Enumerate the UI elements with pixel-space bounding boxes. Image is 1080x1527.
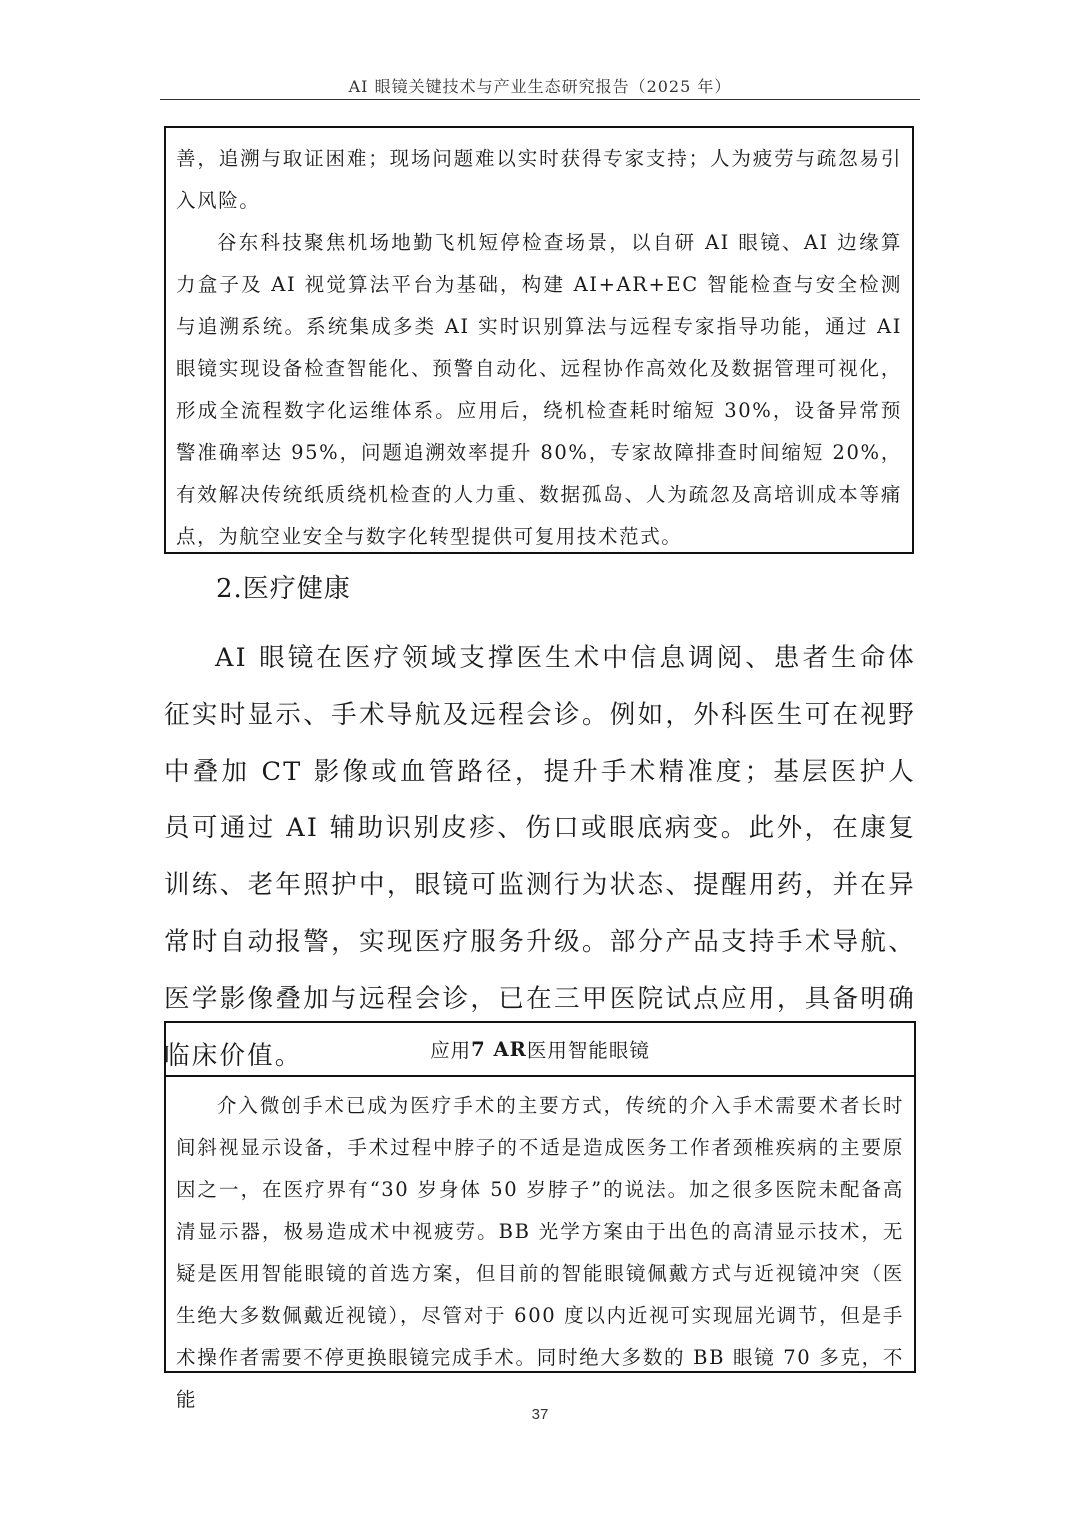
section-body <box>164 630 916 1084</box>
case-study-box <box>164 126 914 554</box>
application-title-suffix: 医用智能眼镜 <box>526 1039 650 1062</box>
body-paragraph: AI 眼镜在医疗领域支撑医生术中信息调阅、患者生命体征实时显示、手术导航及远程会诊。例如，外科医生可在视野中叠加 CT 影像或血管路径，提升手术精准度；基层医护人员可通过 AI 辅助识别皮疹、伤口或眼底病变。此外，在康复训练、老年照护中，眼镜可监测行为状态、提醒用药，并在异常时自动报警，实现医疗服务升级。部分产品支持手术导航、医学影像叠加与远程会诊，已在三甲医院试点应用，具备明确临床价值。 <box>164 643 916 1071</box>
application-paragraph: 介入微创手术已成为医疗手术的主要方式，传统的介入手术需要术者长时间斜视显示设备，手术过程中脖子的不适是造成医务工作者颈椎疾病的主要原因之一，在医疗界有“30 岁身体 50 岁脖子”的说法。加之很多医院未配备高清显示器，极易造成术中视疲劳。BB 光学方案由于出色的高清显示技术，无疑是医用智能眼镜的首选方案，但目前的智能眼镜佩戴方式与近视镜冲突（医生绝大多数佩戴近视镜），尽管对于 600 度以内近视可实现屈光调节，但是手术操作者需要不停更换眼镜完成手术。同时绝大多数的 BB 眼镜 70 多克，不能 <box>176 1094 904 1411</box>
case-paragraph: 善，追溯与取证困难；现场问题难以实时获得专家支持；人为疲劳与疏忽易引入风险。 <box>176 147 902 212</box>
case-paragraph: 谷东科技聚焦机场地勤飞机短停检查场景，以自研 AI 眼镜、AI 边缘算力盒子及 AI 视觉算法平台为基础，构建 AI+AR+EC 智能检查与安全检测与追溯系统。系统集成多类 AI 实时识别算法与远程专家指导功能，通过 AI 眼镜实现设备检查智能化、预警自动化、远程协作高效化及数据管理可视化，形成全流程数字化运维体系。应用后，绕机检查耗时缩短 30%，设备异常预警准确率达 95%，问题追溯效率提升 80%，专家故障排查时间缩短 20%，有效解决传统纸质绕机检查的人力重、数据孤岛、人为疏忽及高培训成本等痛点，为航空业安全与数字化转型提供可复用技术范式。 <box>176 231 902 548</box>
page-number: 37 <box>531 1406 549 1423</box>
application-box-title <box>166 1023 914 1077</box>
application-box <box>164 1021 916 1411</box>
section-heading: 2.医疗健康 <box>216 574 351 604</box>
application-title-number: 7 AR <box>471 1037 527 1061</box>
application-title-prefix: 应用 <box>430 1039 472 1062</box>
header-divider <box>160 99 920 100</box>
application-box-body <box>166 1077 914 1421</box>
running-header: AI 眼镜关键技术与产业生态研究报告（2025 年） <box>348 77 732 96</box>
